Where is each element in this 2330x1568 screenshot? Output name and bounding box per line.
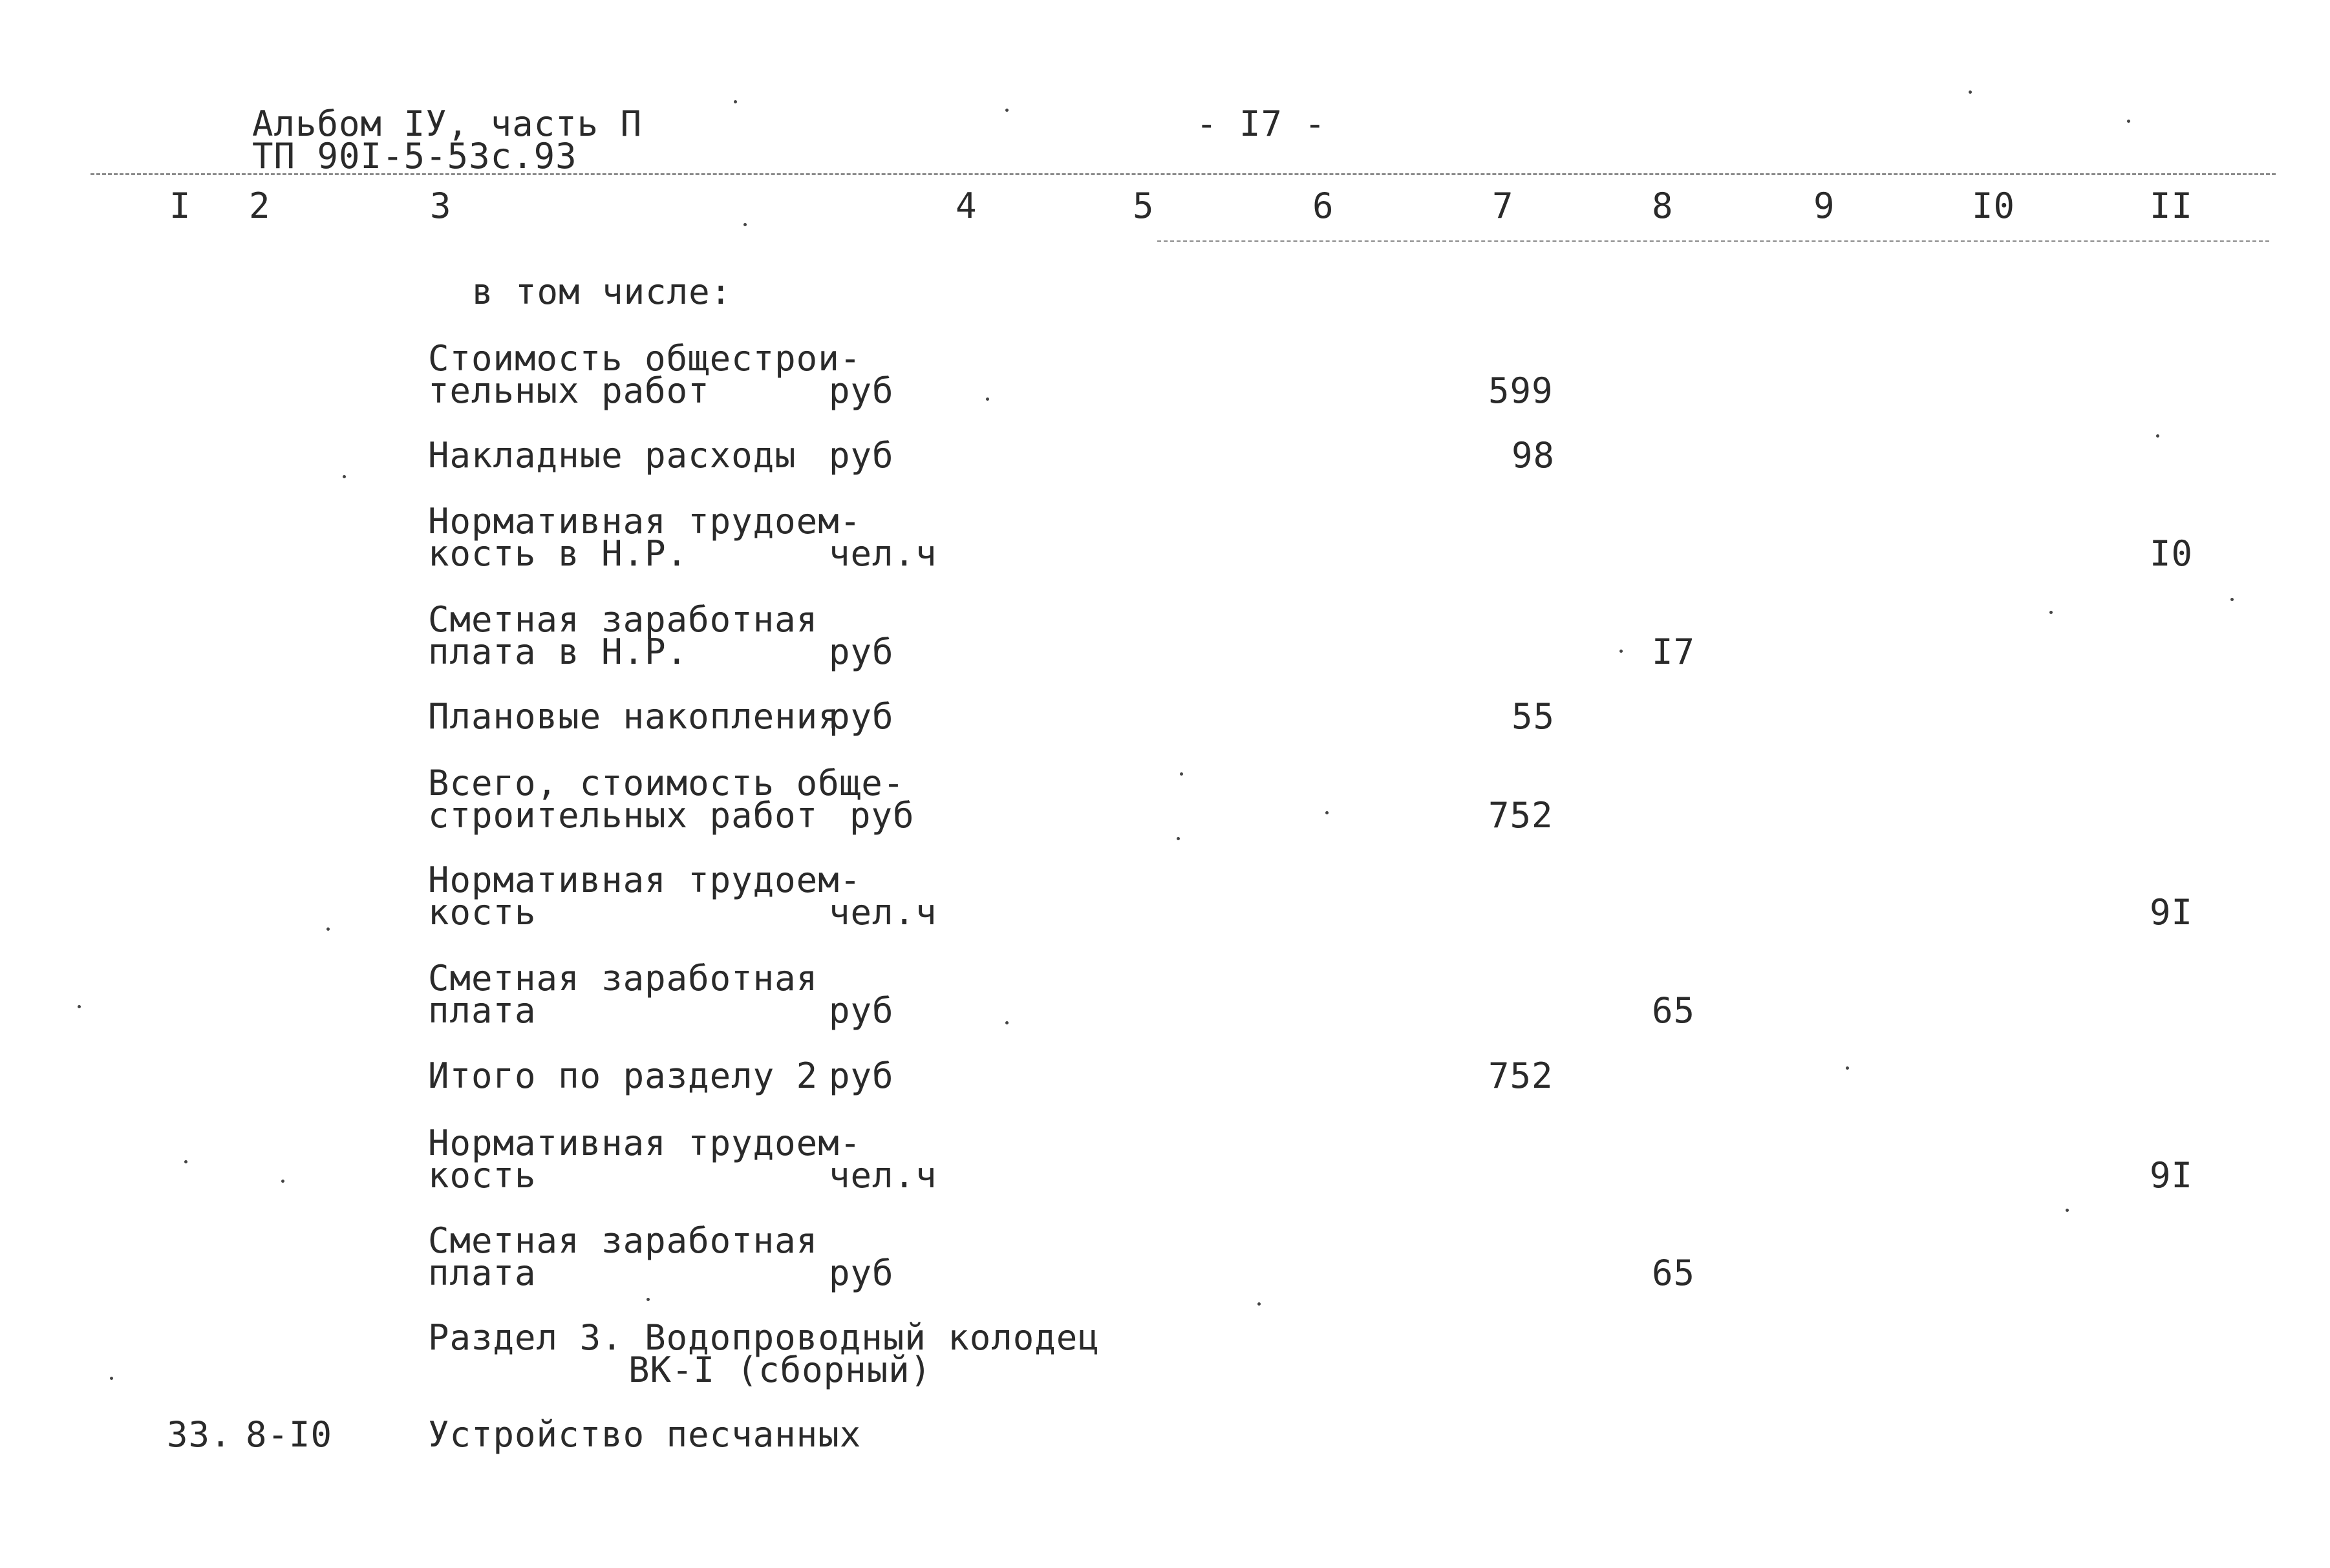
col-9-header: 9 bbox=[1813, 185, 1835, 226]
row-12-code: 8-I0 bbox=[246, 1414, 333, 1455]
scan-speck bbox=[78, 1005, 81, 1008]
row-4-desc-line2: плата в Н.Р. bbox=[428, 631, 689, 672]
row-2-col7-value: 98 bbox=[1512, 435, 1555, 476]
scan-speck bbox=[743, 223, 747, 226]
album-label: Альбом IУ, часть П bbox=[252, 103, 643, 144]
scan-speck bbox=[1177, 837, 1180, 840]
scan-speck bbox=[1180, 772, 1183, 776]
row-8-col8-value: 65 bbox=[1652, 990, 1696, 1031]
row-4-col8-value: I7 bbox=[1652, 631, 1696, 672]
col-1-header: I bbox=[169, 185, 191, 226]
scan-speck bbox=[1969, 90, 1972, 94]
row-4-desc-line1: Сметная заработная bbox=[428, 599, 818, 640]
col-4-header: 4 bbox=[956, 185, 978, 226]
row-5-unit: руб bbox=[829, 696, 894, 737]
row-8-desc-line1: Сметная заработная bbox=[428, 958, 818, 999]
scan-speck bbox=[1325, 811, 1329, 814]
scan-speck bbox=[2156, 434, 2159, 438]
scan-speck bbox=[1846, 1066, 1849, 1070]
scan-speck bbox=[2049, 611, 2053, 614]
row-3-desc-line1: Нормативная трудоем- bbox=[428, 501, 862, 542]
header-rule bbox=[91, 173, 2276, 175]
row-11-col8-value: 65 bbox=[1652, 1253, 1696, 1293]
row-9-unit: руб bbox=[829, 1055, 894, 1096]
col-10-header: I0 bbox=[1972, 185, 2016, 226]
scan-speck bbox=[2066, 1209, 2069, 1212]
project-code: ТП 90I-5-53с.93 bbox=[252, 136, 577, 176]
scan-speck bbox=[734, 100, 737, 103]
page-number: - I7 - bbox=[1196, 103, 1327, 144]
row-6-col7-value: 752 bbox=[1488, 795, 1554, 836]
including-label: в том числе: bbox=[472, 271, 732, 312]
section-3-title-line2: ВК-I (сборный) bbox=[628, 1350, 932, 1390]
row-7-col11-value: 9I bbox=[2150, 892, 2194, 933]
scan-speck bbox=[986, 397, 989, 401]
row-12-number: 33. bbox=[167, 1414, 232, 1455]
row-11-desc-line2: плата bbox=[428, 1253, 537, 1293]
row-1-desc-line2: тельных работ bbox=[428, 370, 710, 411]
col-3-header: 3 bbox=[430, 185, 452, 226]
row-5-desc: Плановые накопления bbox=[428, 696, 840, 737]
row-10-unit: чел.ч bbox=[829, 1155, 937, 1196]
row-10-col11-value: 9I bbox=[2150, 1155, 2194, 1196]
row-1-col7-value: 599 bbox=[1488, 370, 1554, 411]
row-4-unit: руб bbox=[829, 631, 894, 672]
scan-speck bbox=[1005, 1021, 1009, 1024]
row-10-desc-line1: Нормативная трудоем- bbox=[428, 1123, 862, 1163]
col-8-header: 8 bbox=[1652, 185, 1674, 226]
row-7-desc-line2: кость bbox=[428, 892, 537, 933]
scan-speck bbox=[110, 1377, 113, 1380]
section-3-title-line1: Раздел 3. Водопроводный колодец bbox=[428, 1317, 1100, 1358]
row-6-desc-line2: строительных работ bbox=[428, 795, 818, 836]
row-2-desc: Накладные расходы bbox=[428, 435, 796, 476]
row-5-col7-value: 55 bbox=[1512, 696, 1555, 737]
row-9-col7-value: 752 bbox=[1488, 1055, 1554, 1096]
col-7-header: 7 bbox=[1492, 185, 1514, 226]
row-6-desc-line1: Всего, стоимость обще- bbox=[428, 763, 905, 803]
scan-speck bbox=[647, 1298, 650, 1301]
row-3-desc-line2: кость в Н.Р. bbox=[428, 533, 689, 574]
row-1-unit: руб bbox=[829, 370, 894, 411]
row-8-unit: руб bbox=[829, 990, 894, 1031]
row-3-unit: чел.ч bbox=[829, 533, 937, 574]
col-2-header: 2 bbox=[249, 185, 271, 226]
row-8-desc-line2: плата bbox=[428, 990, 537, 1031]
scan-speck bbox=[281, 1180, 284, 1183]
scan-speck bbox=[2127, 120, 2130, 123]
scan-speck bbox=[1257, 1302, 1261, 1306]
row-7-unit: чел.ч bbox=[829, 892, 937, 933]
row-12-desc: Устройство песчанных bbox=[428, 1414, 862, 1455]
row-1-desc-line1: Стоимость общестрои- bbox=[428, 338, 862, 379]
row-11-desc-line1: Сметная заработная bbox=[428, 1220, 818, 1261]
column-header-rule bbox=[1157, 240, 2269, 242]
scan-speck bbox=[1619, 650, 1623, 653]
scan-speck bbox=[2230, 598, 2234, 601]
scan-speck bbox=[343, 475, 346, 478]
row-10-desc-line2: кость bbox=[428, 1155, 537, 1196]
row-6-unit: руб bbox=[850, 795, 915, 836]
row-2-unit: руб bbox=[829, 435, 894, 476]
col-5-header: 5 bbox=[1133, 185, 1155, 226]
scan-speck bbox=[326, 927, 330, 931]
row-9-desc: Итого по разделу 2 bbox=[428, 1055, 818, 1096]
col-11-header: II bbox=[2150, 185, 2194, 226]
row-3-col11-value: I0 bbox=[2150, 533, 2194, 574]
col-6-header: 6 bbox=[1312, 185, 1334, 226]
scan-speck bbox=[184, 1160, 187, 1163]
scan-speck bbox=[1005, 109, 1009, 112]
row-11-unit: руб bbox=[829, 1253, 894, 1293]
row-7-desc-line1: Нормативная трудоем- bbox=[428, 860, 862, 900]
